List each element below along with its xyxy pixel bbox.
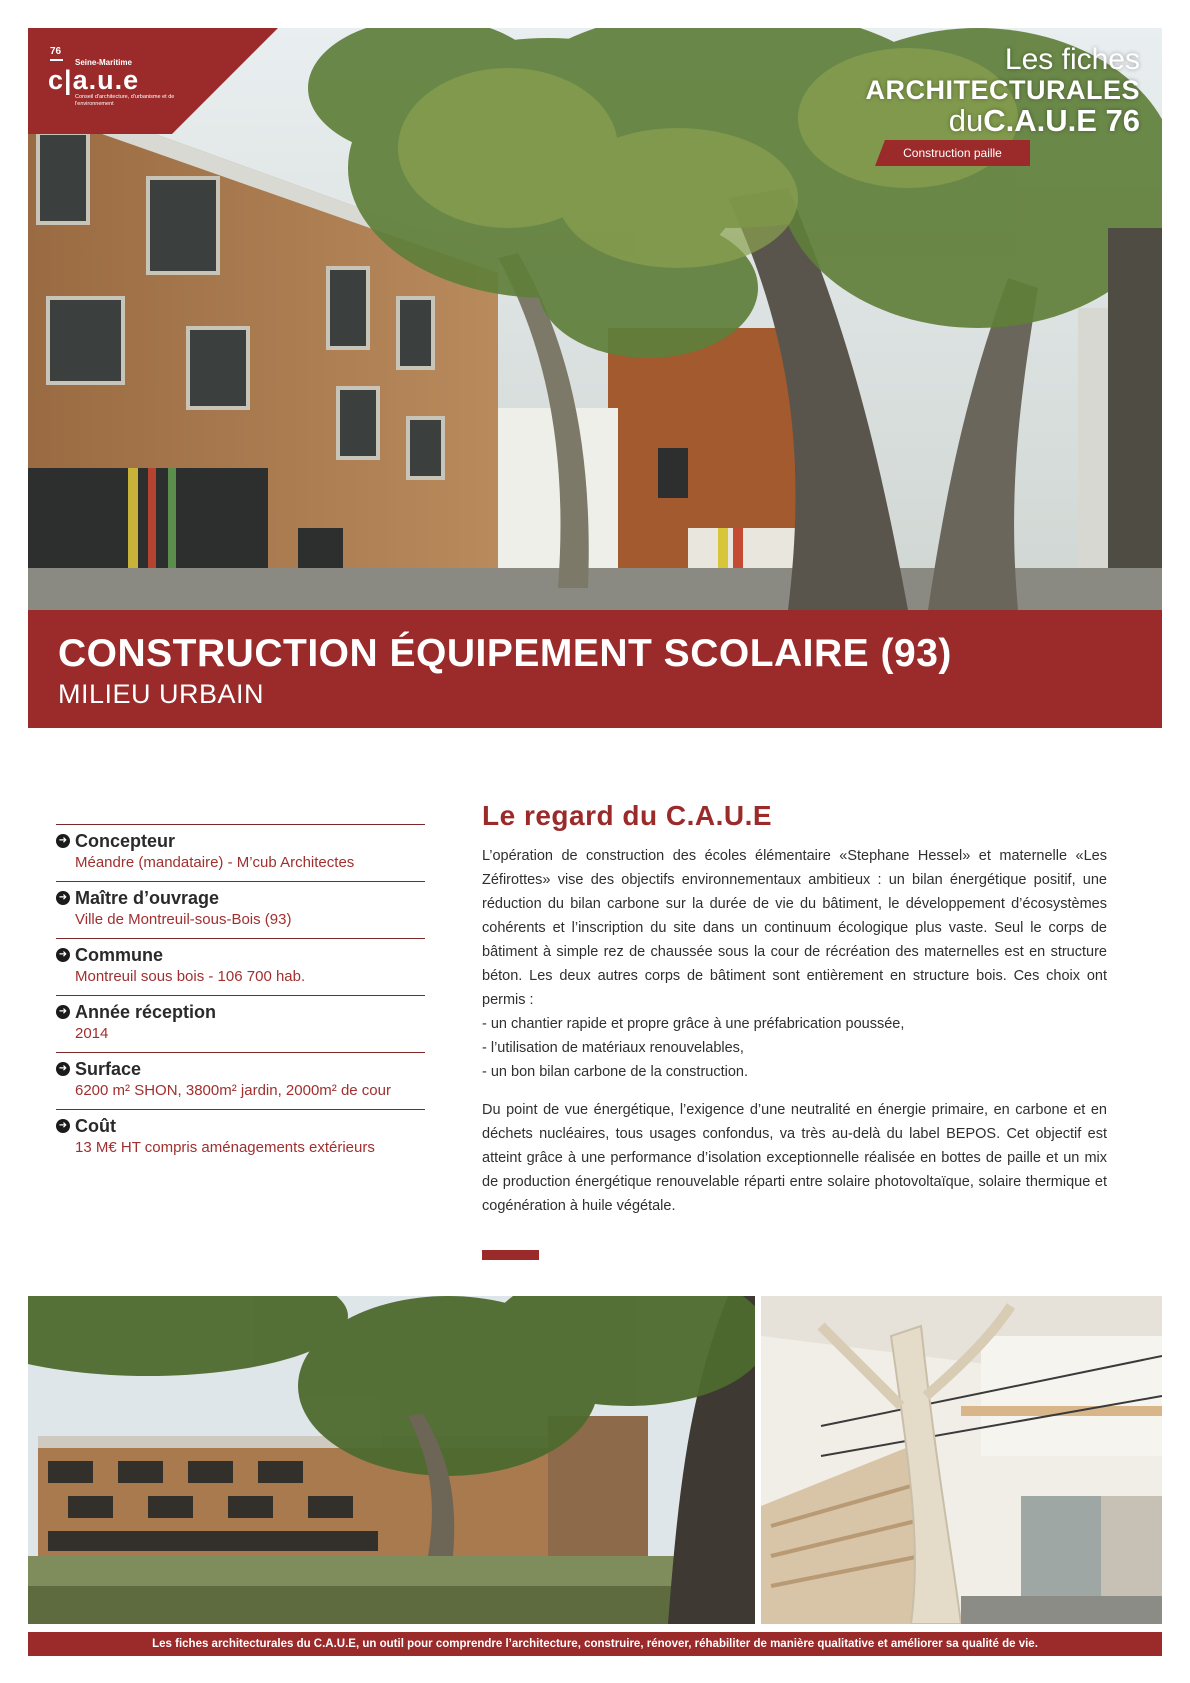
fact-surface: [56, 1052, 425, 1109]
fact-cout: [56, 1109, 425, 1166]
fact-value: Ville de Montreuil-sous-Bois (93): [75, 911, 292, 928]
series-line-2: ARCHITECTURALES: [865, 75, 1140, 105]
fact-label: Maître d’ouvrage: [75, 887, 220, 908]
fact-annee-reception: [56, 995, 425, 1052]
fact-concepteur: [56, 824, 425, 881]
logo-subtitle: Conseil d'architecture, d'urbanisme et de l'environnement: [75, 94, 175, 107]
page-title: CONSTRUCTION ÉQUIPEMENT SCOLAIRE (93): [58, 632, 952, 675]
title-band: [28, 610, 1162, 728]
fact-value: 2014: [75, 1025, 109, 1042]
fact-list: [56, 824, 425, 1166]
series-line-3: [866, 104, 1141, 138]
logo-department-number: 76: [50, 46, 62, 57]
regard-paragraph-1: L’opération de construction des écoles élémentaire «Stephane Hessel» et maternelle «Les Zéfirottes» vise des objectifs environnementaux ambitieux : un bilan énergétique positif, une réduction du bilan carbone sur la durée de vie du bâtiment, le développement d’écosystèmes cohérents et l’inscription du site dans un continuum écologique plus vaste. Seul le corps de bâtiment à simple rez de chaussée sous la cour de récréation des maternelles est en structure béton. Les deux autres corps de bâtiment sont entièrement en structure bois. Ces choix ont permis :: [482, 848, 1107, 1008]
arrow-right-icon: ➜: [56, 1119, 70, 1133]
regard-bullet-3: - un bon bilan carbone de la construction.: [482, 1064, 749, 1080]
regard-section: [482, 800, 1107, 1218]
fact-label: Surface: [75, 1058, 142, 1079]
section-end-mark: [482, 1250, 539, 1260]
regard-paragraph-2: Du point de vue énergétique, l’exigence d’une neutralité en énergie primaire, en carbone et en déchets nucléaires, tous usages confondus, va très au-delà du label BEPOS. Cet objectif est atteint grâce à une performance d’isolation exceptionnelle réalisée en bottes de paille et un mix de production énergétique renouvelable réparti entre solaire photovoltaïque, solaire thermique et cogénération à huile végétale.: [482, 1102, 1107, 1214]
logo-wordmark: c|a.u.e: [48, 65, 140, 95]
logo-region: Seine-Maritime: [75, 58, 132, 67]
series-line-3-prefix: du: [948, 103, 984, 138]
courtyard-photo: [28, 1296, 755, 1624]
fact-value: Montreuil sous bois - 106 700 hab.: [75, 968, 306, 985]
logo-divider: [50, 59, 63, 61]
regard-bullet-2: - l’utilisation de matériaux renouvelables,: [482, 1040, 744, 1056]
fact-commune: [56, 938, 425, 995]
interior-photo: [761, 1296, 1162, 1624]
arrow-right-icon: ➜: [56, 1005, 70, 1019]
series-tag: [875, 140, 1030, 166]
series-line-1: Les fiches: [1004, 43, 1140, 76]
regard-bullet-1: - un chantier rapide et propre grâce à une préfabrication poussée,: [482, 1016, 905, 1032]
page-subtitle: MILIEU URBAIN: [58, 679, 265, 709]
fact-maitre-ouvrage: [56, 881, 425, 938]
fact-value: 6200 m² SHON, 3800m² jardin, 2000m² de cour: [75, 1082, 391, 1099]
series-title: [866, 44, 1141, 138]
section-heading: Le regard du C.A.U.E: [482, 800, 773, 831]
fact-label: Concepteur: [75, 830, 176, 851]
caue-logo: [28, 28, 278, 134]
fact-value: Méandre (mandataire) - M’cub Architectes: [75, 854, 355, 871]
fact-value: 13 M€ HT compris aménagements extérieurs: [75, 1139, 375, 1156]
courtyard-illustration: [28, 1296, 755, 1624]
arrow-right-icon: ➜: [56, 948, 70, 962]
arrow-right-icon: ➜: [56, 891, 70, 905]
fact-label: Coût: [75, 1115, 116, 1136]
series-tag-label: Construction paille: [903, 146, 1002, 160]
footer-banner: Les fiches architecturales du C.A.U.E, un outil pour comprendre l’architecture, construire, rénover, réhabiliter de manière qualitative et améliorer sa qualité de vie.: [28, 1632, 1162, 1656]
series-line-3-bold: C.A.U.E 76: [983, 103, 1140, 138]
interior-illustration: [761, 1296, 1162, 1624]
fact-label: Année réception: [75, 1001, 217, 1022]
arrow-right-icon: ➜: [56, 834, 70, 848]
fact-label: Commune: [75, 944, 164, 965]
arrow-right-icon: ➜: [56, 1062, 70, 1076]
